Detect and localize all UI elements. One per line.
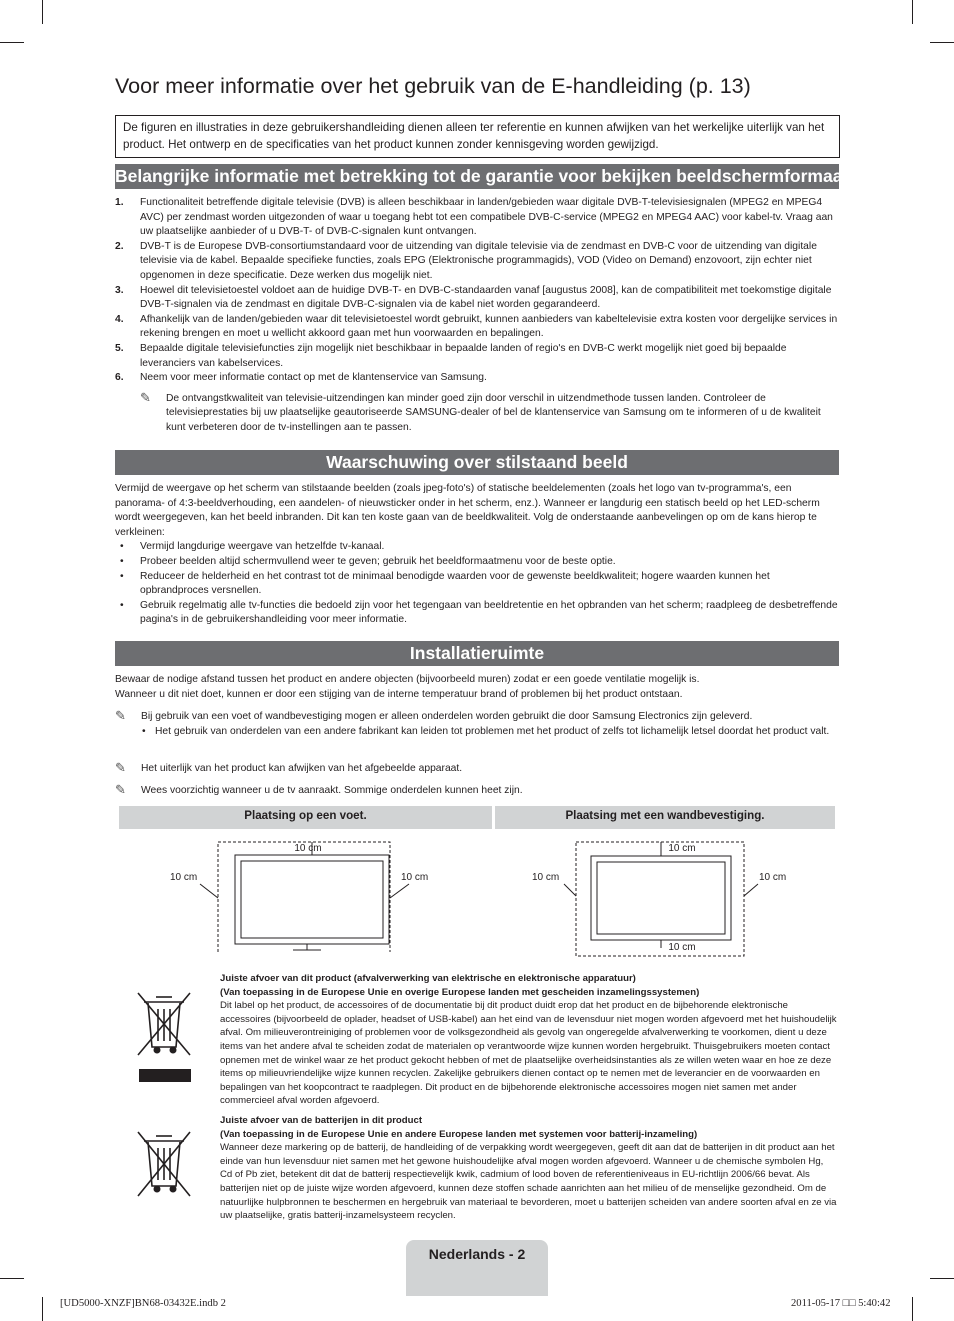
page-number-tab <box>406 1240 548 1296</box>
install-note-text: Het uiterlijk van het product kan afwijken van het afgebeelde apparaat. <box>141 763 463 774</box>
list-item: • Gebruik regelmatig alle tv-functies die bedoeld zijn voor het tegengaan van beeldretentie en het opbranden van het scherm; raadpleeg de desbetreffende pagina's in de gebruikershandleiding voor meer informatie. <box>115 599 839 628</box>
wall-placement-header: Plaatsing met een wandbevestiging. <box>495 806 835 829</box>
still-image-bullets <box>115 540 839 628</box>
crossed-bin-icon <box>134 989 194 1084</box>
product-disposal-text: Dit label op het product, de accessoires of de documentatie bij dit product duidt erop dat het product en de bijbehorende elektronische accessoires (bijvoorbeeld de oplader, headset of USB-kabel) aan het eind van de levensduur niet mogen worden afgevoerd met het huishoudelijk afval. Om milieuverontreiniging of problemen voor de volksgezondheid als gevolg van ongeregelde afvalverwerking te voorkomen, dient u deze items van het andere afval te scheiden zodat de materialen op verantwoorde wijze kunnen worden hergebruikt. Thuisgebruikers moeten contact opnemen met de winkel waar ze het product gekocht hebben of met de plaatselijke overheidsinstanties als ze willen weten waar en hoe ze deze items op milieuvriendelijke wijze kunnen recyclen. Zakelijke gebruikers dienen contact op te nemen met de leverancier en de voorwaarden en bepalingen van het koopcontract te raadplegen. Dit product en de bijbehorende elektronische accessoires mogen niet samen met ander commercieel afval worden afgevoerd. <box>220 1000 837 1107</box>
list-item: 6. Neem voor meer informatie contact op met de klantenservice van Samsung. ✎ De ontvangstkwaliteit van televisie-uitzendingen kan minder goed zijn door verschil in uitzendmethode tussen landen. Controleer de televisieprestaties bij uw plaatselijke geautoriseerde SAMSUNG-dealer of bel de klantenservice van Samsung om te informeren of u de kwaliteit kunt verbeteren door de tv-instellingen aan te passen. <box>115 371 839 435</box>
disclaimer-box: De figuren en illustraties in deze gebruikershandleiding dienen alleen ter referentie en kunnen afwijken van het werkelijke uiterlijk van het product. Het ontwerp en de specificaties van het product kunnen zonder kennisgeving worden gewijzigd. <box>115 115 840 158</box>
list-item: 1. Functionaliteit betreffende digitale televisie (DVB) is alleen beschikbaar in landen/gebieden waar digitale DVB-T-televisiesignalen (MPEG2 en MPEG4 AVC) per zendmast worden uitgezonden of waar u toegang hebt tot een compatibele DVB-C-service (MPEG2 en MPEG4 AAC) voor kabel-tv. Vraag aan uw plaatselijke aanbieder of u DVB-T- of DVB-C-signalen kunt ontvangen. <box>115 197 833 238</box>
still-image-section <box>115 482 839 628</box>
product-disposal-title: Juiste afvoer van dit product (afvalverwerking van elektrische en elektronische apparatuur) <box>220 973 636 984</box>
install-note-subbullet: • Het gebruik van onderdelen van een andere fabrikant kan leiden tot problemen met het product of zelfs tot lichamelijk letsel doordat het product valt. <box>141 725 839 740</box>
install-note-text: Wees voorzichtig wanneer u de tv aanraakt. Sommige onderdelen kunnen heet zijn. <box>141 785 523 796</box>
crop-mark <box>0 1278 24 1279</box>
distance-label-bottom: 10 cm <box>668 942 696 953</box>
list-item: 3. Hoewel dit televisietoestel voldoet aan de huidige DVB-T- en DVB-C-standaarden vanaf [augustus 2008], kan de compatibiliteit met toekomstige digitale DVB-T-signalen via de zendmast en digitale DVB-C-signalen via de kabel niet worden gegarandeerd. <box>115 284 832 311</box>
print-slug-date: 2011-05-17 □□ 5:40:42 <box>791 1298 891 1309</box>
section-heading-warranty: Belangrijke informatie met betrekking tot de garantie voor bekijken beeldschermformaat <box>115 164 839 189</box>
crop-mark <box>0 42 24 43</box>
crop-mark <box>930 1278 954 1279</box>
battery-disposal-title: Juiste afvoer van de batterijen in dit product <box>220 1115 423 1126</box>
tv-screen <box>597 862 725 934</box>
print-slug-file: [UD5000-XNZF]BN68-03432E.indb 2 <box>60 1298 226 1309</box>
tv-outline <box>591 856 731 940</box>
distance-label-top: 10 cm <box>294 843 322 854</box>
distance-label-left: 10 cm <box>532 872 560 883</box>
tv-screen <box>241 861 383 938</box>
pencil-note-icon: ✎ <box>115 760 126 775</box>
wall-clearance-diagram <box>528 836 798 961</box>
product-disposal-scope: (Van toepassing in de Europese Unie en overige Europese landen met gescheiden inzamelingssystemen) <box>220 986 700 998</box>
crop-mark <box>912 0 913 24</box>
crop-mark <box>930 42 954 43</box>
leader-line-right <box>744 884 758 896</box>
install-note-appearance <box>115 762 839 777</box>
product-disposal-info <box>220 972 837 1108</box>
pencil-note-icon: ✎ <box>115 782 126 797</box>
page-title: Voor meer informatie over het gebruik van de E-handleiding (p. 13) <box>115 74 751 98</box>
battery-disposal-text: Wanneer deze markering op de batterij, de handleiding of de verpakking wordt weergegeven, geeft dit aan dat de batterijen in dit product aan het einde van hun levensduur niet samen met het gewone huishoudelijke afval mogen worden afgevoerd. Wanneer u de chemische symbolen Hg, Cd of Pb ziet, betekent dit dat de batterij respectievelijk kwik, cadmium of lood boven de referentieniveaus in EU-richtlijn 2006/66 bevat. Als batterijen niet op de juiste wijze worden afgevoerd, kunnen deze stoffen schade aanrichten aan het milieu of de menselijke gezondheid. Om de natuurlijke hulpbronnen te beschermen en hergebruik van materiaal te bevorderen, moet u batterijen scheiden van andere soorten afval en ze via uw plaatselijke, gratis batterij-inzamelsysteem recyclen. <box>220 1142 837 1222</box>
leader-line-left <box>200 884 218 898</box>
section-heading-installation: Installatieruimte <box>115 641 839 666</box>
warranty-list <box>115 196 839 436</box>
distance-label-left: 10 cm <box>170 872 198 883</box>
list-item: 5. Bepaalde digitale televisiefuncties zijn mogelijk niet beschikbaar in bepaalde landen of regio's en DVB-C werkt mogelijk niet goed bij bepaalde leveranciers van kabelservices. <box>115 342 787 369</box>
still-image-intro: Vermijd de weergave op het scherm van stilstaande beelden (zoals jpeg-foto's) of statische beeldelementen (zoals het logo van tv-programma's, een panorama- of 4:3-beeldverhouding, een aandelen- of nieuwsticker onder in het scherm, enz.). Wanneer er langdurig een statisch beeld op het LED-scherm wordt weergegeven, kan het beeld inbranden. Dit kan ten koste gaan van de beeldkwaliteit. Volg de onderstaande aanbevelingen op om de kans hierop te verkleinen: <box>115 483 820 538</box>
battery-disposal-info <box>220 1114 837 1223</box>
installation-intro <box>115 673 839 702</box>
battery-disposal-scope: (Van toepassing in de Europese Unie en andere Europese landen met systemen voor batterij-inzameling) <box>220 1128 698 1140</box>
distance-label-top: 10 cm <box>668 843 696 854</box>
install-note-hot <box>115 784 839 799</box>
warranty-note: ✎ De ontvangstkwaliteit van televisie-uitzendingen kan minder goed zijn door verschil in uitzendmethode tussen landen. Controleer de televisieprestaties bij uw plaatselijke geautoriseerde SAMSUNG-dealer of bel de klantenservice van Samsung om te informeren of u de kwaliteit kunt verbeteren door de tv-instellingen aan te passen. <box>140 389 821 433</box>
section-heading-still-image: Waarschuwing over stilstaand beeld <box>115 450 839 475</box>
crop-mark <box>912 1297 913 1321</box>
install-note-text: Bij gebruik van een voet of wandbevestiging mogen er alleen onderdelen worden gebruikt die door Samsung Electronics zijn geleverd. <box>141 711 753 722</box>
install-note-parts <box>115 710 839 739</box>
leader-line-left <box>564 884 576 896</box>
page-number-label: Nederlands - 2 <box>428 1246 526 1262</box>
stand-clearance-diagram <box>165 836 445 956</box>
pencil-note-icon: ✎ <box>140 389 151 405</box>
distance-label-right: 10 cm <box>401 872 429 883</box>
install-intro-line: Wanneer u dit niet doet, kunnen er door een stijging van de interne temperatuur brand of problemen bij het product ontstaan. <box>115 688 683 700</box>
list-item: • Reduceer de helderheid en het contrast tot de minimaal benodigde waarden voor de gewenste beeldkwaliteit; hogere waarden kunnen het opbrandproces versnellen. <box>115 570 839 599</box>
crossed-bin-battery-icon <box>134 1130 194 1205</box>
list-item: • Probeer beelden altijd schermvullend weer te geven; gebruik het beeldformaatmenu voor de beste optie. <box>115 555 839 570</box>
pencil-note-icon: ✎ <box>115 708 126 723</box>
crop-mark <box>42 0 43 24</box>
stand-placement-header: Plaatsing op een voet. <box>119 806 492 829</box>
list-item: 4. Afhankelijk van de landen/gebieden waar dit televisietoestel wordt gebruikt, kunnen aanbieders van kabeltelevisie extra kosten voor dergelijke services in rekening brengen en moet u wellicht akkoord gaan met hun voorwaarden en bepalingen. <box>115 313 838 340</box>
clearance-outline <box>576 842 744 956</box>
crop-mark <box>42 1297 43 1321</box>
list-item: 2. DVB-T is de Europese DVB-consortiumstandaard voor de uitzending van digitale televisie via de zendmast en DVB-C voor de uitzending van digitale televisie via de kabel. Bepaalde specifieke functies, zoals EPG (Elektronische programmagids), VOD (Video on Demand) enzovoort, zijn echter niet opgenomen in deze specificatie. Deze werken dus mogelijk niet. <box>115 240 817 281</box>
list-item: • Vermijd langdurige weergave van hetzelfde tv-kanaal. <box>115 540 839 555</box>
tv-outline <box>235 855 389 944</box>
clearance-outline <box>218 842 390 952</box>
install-intro-line: Bewaar de nodige afstand tussen het product en andere objecten (bijvoorbeeld muren) zodat er een goede ventilatie mogelijk is. <box>115 674 700 685</box>
leader-line-right <box>390 884 409 898</box>
distance-label-right: 10 cm <box>759 872 787 883</box>
